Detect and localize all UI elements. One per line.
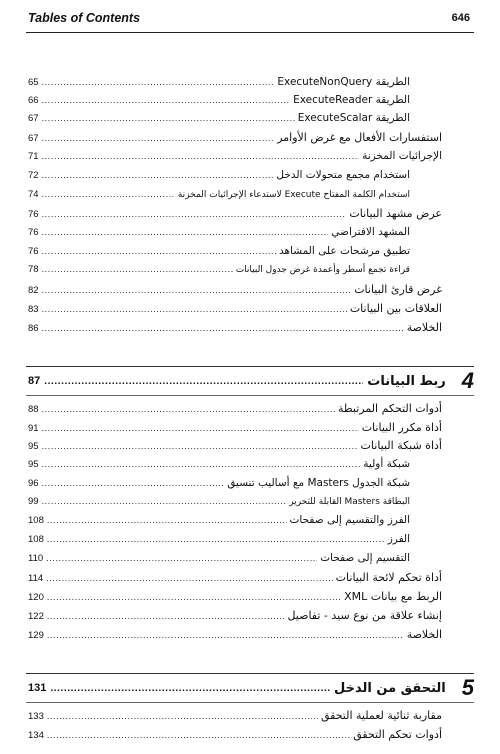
toc-entry-title: إنشاء علاقة من نوع سيد - تفاصيل — [287, 609, 442, 622]
running-title: Tables of Contents — [28, 11, 141, 25]
toc-entry-title: الطريقة ExecuteReader — [293, 94, 410, 106]
toc-entry-title: التقسيم إلى صفحات — [320, 552, 410, 564]
chapter-title: ربط البيانات — [367, 373, 446, 389]
toc-entry[interactable] — [28, 552, 410, 564]
leader-dots — [42, 479, 225, 488]
leader-dots — [42, 210, 347, 219]
toc-entry[interactable] — [28, 496, 410, 507]
leader-dots — [50, 683, 330, 694]
toc-page-number: 133 — [28, 711, 44, 722]
toc-entry-title: غرض قارئ البيانات — [354, 283, 442, 296]
toc-page-number: 67 — [28, 133, 39, 144]
chapter-title: التحقق من الدخل — [334, 680, 446, 696]
toc-entry[interactable] — [28, 76, 410, 88]
toc-page-number: 86 — [28, 323, 39, 334]
chapter-rule-bottom — [26, 702, 474, 703]
toc-page-number: 76 — [28, 246, 39, 257]
toc-entry[interactable] — [28, 112, 410, 124]
toc-entry[interactable] — [28, 321, 442, 334]
leader-dots — [47, 731, 350, 740]
toc-entry[interactable] — [28, 458, 410, 470]
toc-entry[interactable] — [28, 189, 410, 200]
leader-dots — [47, 593, 341, 602]
toc-page-number: 71 — [28, 151, 39, 162]
toc-page-number: 108 — [28, 534, 44, 545]
leader-dots — [46, 574, 333, 583]
leader-dots — [46, 554, 317, 563]
toc-page-number: 76 — [28, 227, 39, 238]
leader-dots — [42, 134, 275, 143]
toc-entry[interactable] — [28, 131, 442, 144]
leader-dots — [42, 78, 275, 87]
toc-page-number: 96 — [28, 478, 39, 489]
chapter-heading[interactable] — [28, 677, 474, 699]
leader-dots — [42, 96, 291, 105]
toc-page-number: 78 — [28, 264, 39, 275]
leader-dots — [47, 631, 404, 640]
chapter-rule-bottom — [26, 395, 474, 396]
toc-entry[interactable] — [28, 590, 442, 603]
toc-entry-title: الفرز — [387, 533, 410, 545]
toc-entry[interactable] — [28, 302, 442, 315]
toc-entry-title: العلاقات بين البيانات — [349, 302, 442, 315]
toc-entry[interactable] — [28, 439, 442, 452]
toc-entry-title: استفسارات الأفعال مع غرض الأوامر — [277, 131, 442, 144]
toc-entry[interactable] — [28, 533, 410, 545]
chapter-number: 4 — [461, 368, 474, 393]
leader-dots — [42, 460, 361, 469]
chapter-page-number: 87 — [28, 375, 41, 387]
toc-entry-title: أداة شبكة البيانات — [360, 439, 442, 452]
toc-page-number: 129 — [28, 630, 44, 641]
toc-entry-title: الإجرائيات المخزنة — [362, 150, 442, 162]
toc-entry[interactable] — [28, 207, 442, 220]
toc-page-number: 122 — [28, 611, 44, 622]
toc-page-number: 66 — [28, 95, 39, 106]
toc-page-number: 74 — [28, 189, 39, 200]
leader-dots — [47, 516, 287, 525]
toc-entry-title: أداة تحكم لائحة البيانات — [335, 571, 442, 584]
toc-entry-title: الفرز والتقسيم إلى صفحات — [289, 514, 410, 526]
toc-entry-title: شبكة أولية — [363, 458, 410, 470]
toc-page-number: 65 — [28, 77, 39, 88]
toc-entry-title: أداة مكرر البيانات — [361, 421, 442, 434]
header-rule — [26, 32, 474, 33]
toc-entry-title: المشهد الافتراضي — [331, 226, 410, 238]
toc-entry-title: أدوات تحكم التحقق — [353, 728, 442, 741]
toc-entry[interactable] — [28, 728, 442, 741]
toc-entry[interactable] — [28, 514, 410, 526]
toc-entry[interactable] — [28, 628, 442, 641]
toc-entry-title: عرض مشهد البيانات — [349, 207, 442, 220]
toc-page-number: 108 — [28, 515, 44, 526]
toc-page-number: 88 — [28, 404, 39, 415]
chapter-rule-top — [26, 673, 474, 674]
leader-dots — [42, 324, 404, 333]
leader-dots — [42, 442, 358, 451]
page-number: 646 — [451, 12, 470, 24]
toc-page-number: 110 — [28, 553, 44, 564]
toc-page-number: 134 — [28, 730, 44, 741]
toc-page-number: 67 — [28, 113, 39, 124]
toc-page-number: 95 — [28, 459, 39, 470]
leader-dots — [42, 247, 276, 256]
toc-entry[interactable] — [28, 709, 442, 722]
toc-entry[interactable] — [28, 226, 410, 238]
leader-dots — [47, 535, 385, 544]
leader-dots — [42, 286, 352, 295]
toc-entry[interactable] — [28, 245, 410, 257]
toc-page-number: 72 — [28, 170, 39, 181]
toc-entry[interactable] — [28, 283, 442, 296]
toc-entry[interactable] — [28, 421, 442, 434]
toc-page-number: 99 — [28, 496, 39, 507]
leader-dots — [42, 405, 335, 414]
leader-dots — [42, 228, 329, 237]
leader-dots — [42, 424, 359, 433]
leader-dots — [42, 152, 359, 161]
toc-entry-title: استخدام مجمع متحولات الدخل — [276, 169, 410, 181]
toc-page-number: 82 — [28, 285, 39, 296]
toc-entry-title: تطبيق مرشحات على المشاهد — [278, 245, 410, 257]
toc-entry[interactable] — [28, 264, 410, 275]
chapter-rule-top — [26, 366, 474, 367]
toc-page-number: 91 — [28, 423, 39, 434]
leader-dots — [47, 612, 285, 621]
toc-entry-title: استخدام الكلمة المفتاح Execute لاستدعاء الإجرائيات المخزنة — [177, 190, 410, 200]
toc-entry[interactable] — [28, 402, 442, 415]
toc-entry[interactable] — [28, 150, 442, 162]
toc-entry[interactable] — [28, 169, 410, 181]
toc-entry[interactable] — [28, 571, 442, 584]
leader-dots — [42, 265, 233, 274]
leader-dots — [42, 497, 287, 506]
toc-entry-title: قراءة تجمع أسطر وأعمدة غرض جدول البيانات — [235, 265, 410, 275]
toc-entry-title: البطاقة Masters القابلة للتحرير — [289, 497, 410, 507]
toc-entry-title: الربط مع بيانات XML — [344, 590, 442, 603]
toc-page-number: 76 — [28, 209, 39, 220]
leader-dots — [42, 171, 274, 180]
toc-entry[interactable] — [28, 94, 410, 106]
leader-dots — [42, 190, 175, 199]
chapter-page-number: 131 — [28, 682, 47, 694]
toc-page-number: 83 — [28, 304, 39, 315]
leader-dots — [47, 712, 318, 721]
toc-entry-title: أدوات التحكم المرتبطة — [337, 402, 442, 415]
toc-entry-title: الطريقة ExecuteNonQuery — [277, 76, 410, 88]
leader-dots — [42, 114, 295, 123]
toc-entry-title: الطريقة ExecuteScalar — [297, 112, 410, 124]
chapter-number: 5 — [461, 675, 474, 700]
toc-entry-title: الخلاصة — [406, 628, 442, 641]
toc-entry-title: شبكة الجدول Masters مع أساليب تنسيق — [227, 477, 410, 489]
toc-page-number: 120 — [28, 592, 44, 603]
toc-entry-title: الخلاصة — [406, 321, 442, 334]
toc-entry[interactable] — [28, 609, 442, 622]
toc-page-number: 114 — [28, 573, 44, 584]
chapter-heading[interactable] — [28, 370, 474, 392]
toc-entry[interactable] — [28, 477, 410, 489]
toc-entry-title: مقاربة ثنائية لعملية التحقق — [320, 709, 442, 722]
page-header — [0, 0, 500, 40]
leader-dots — [42, 305, 347, 314]
toc-page-number: 95 — [28, 441, 39, 452]
leader-dots — [44, 376, 363, 387]
